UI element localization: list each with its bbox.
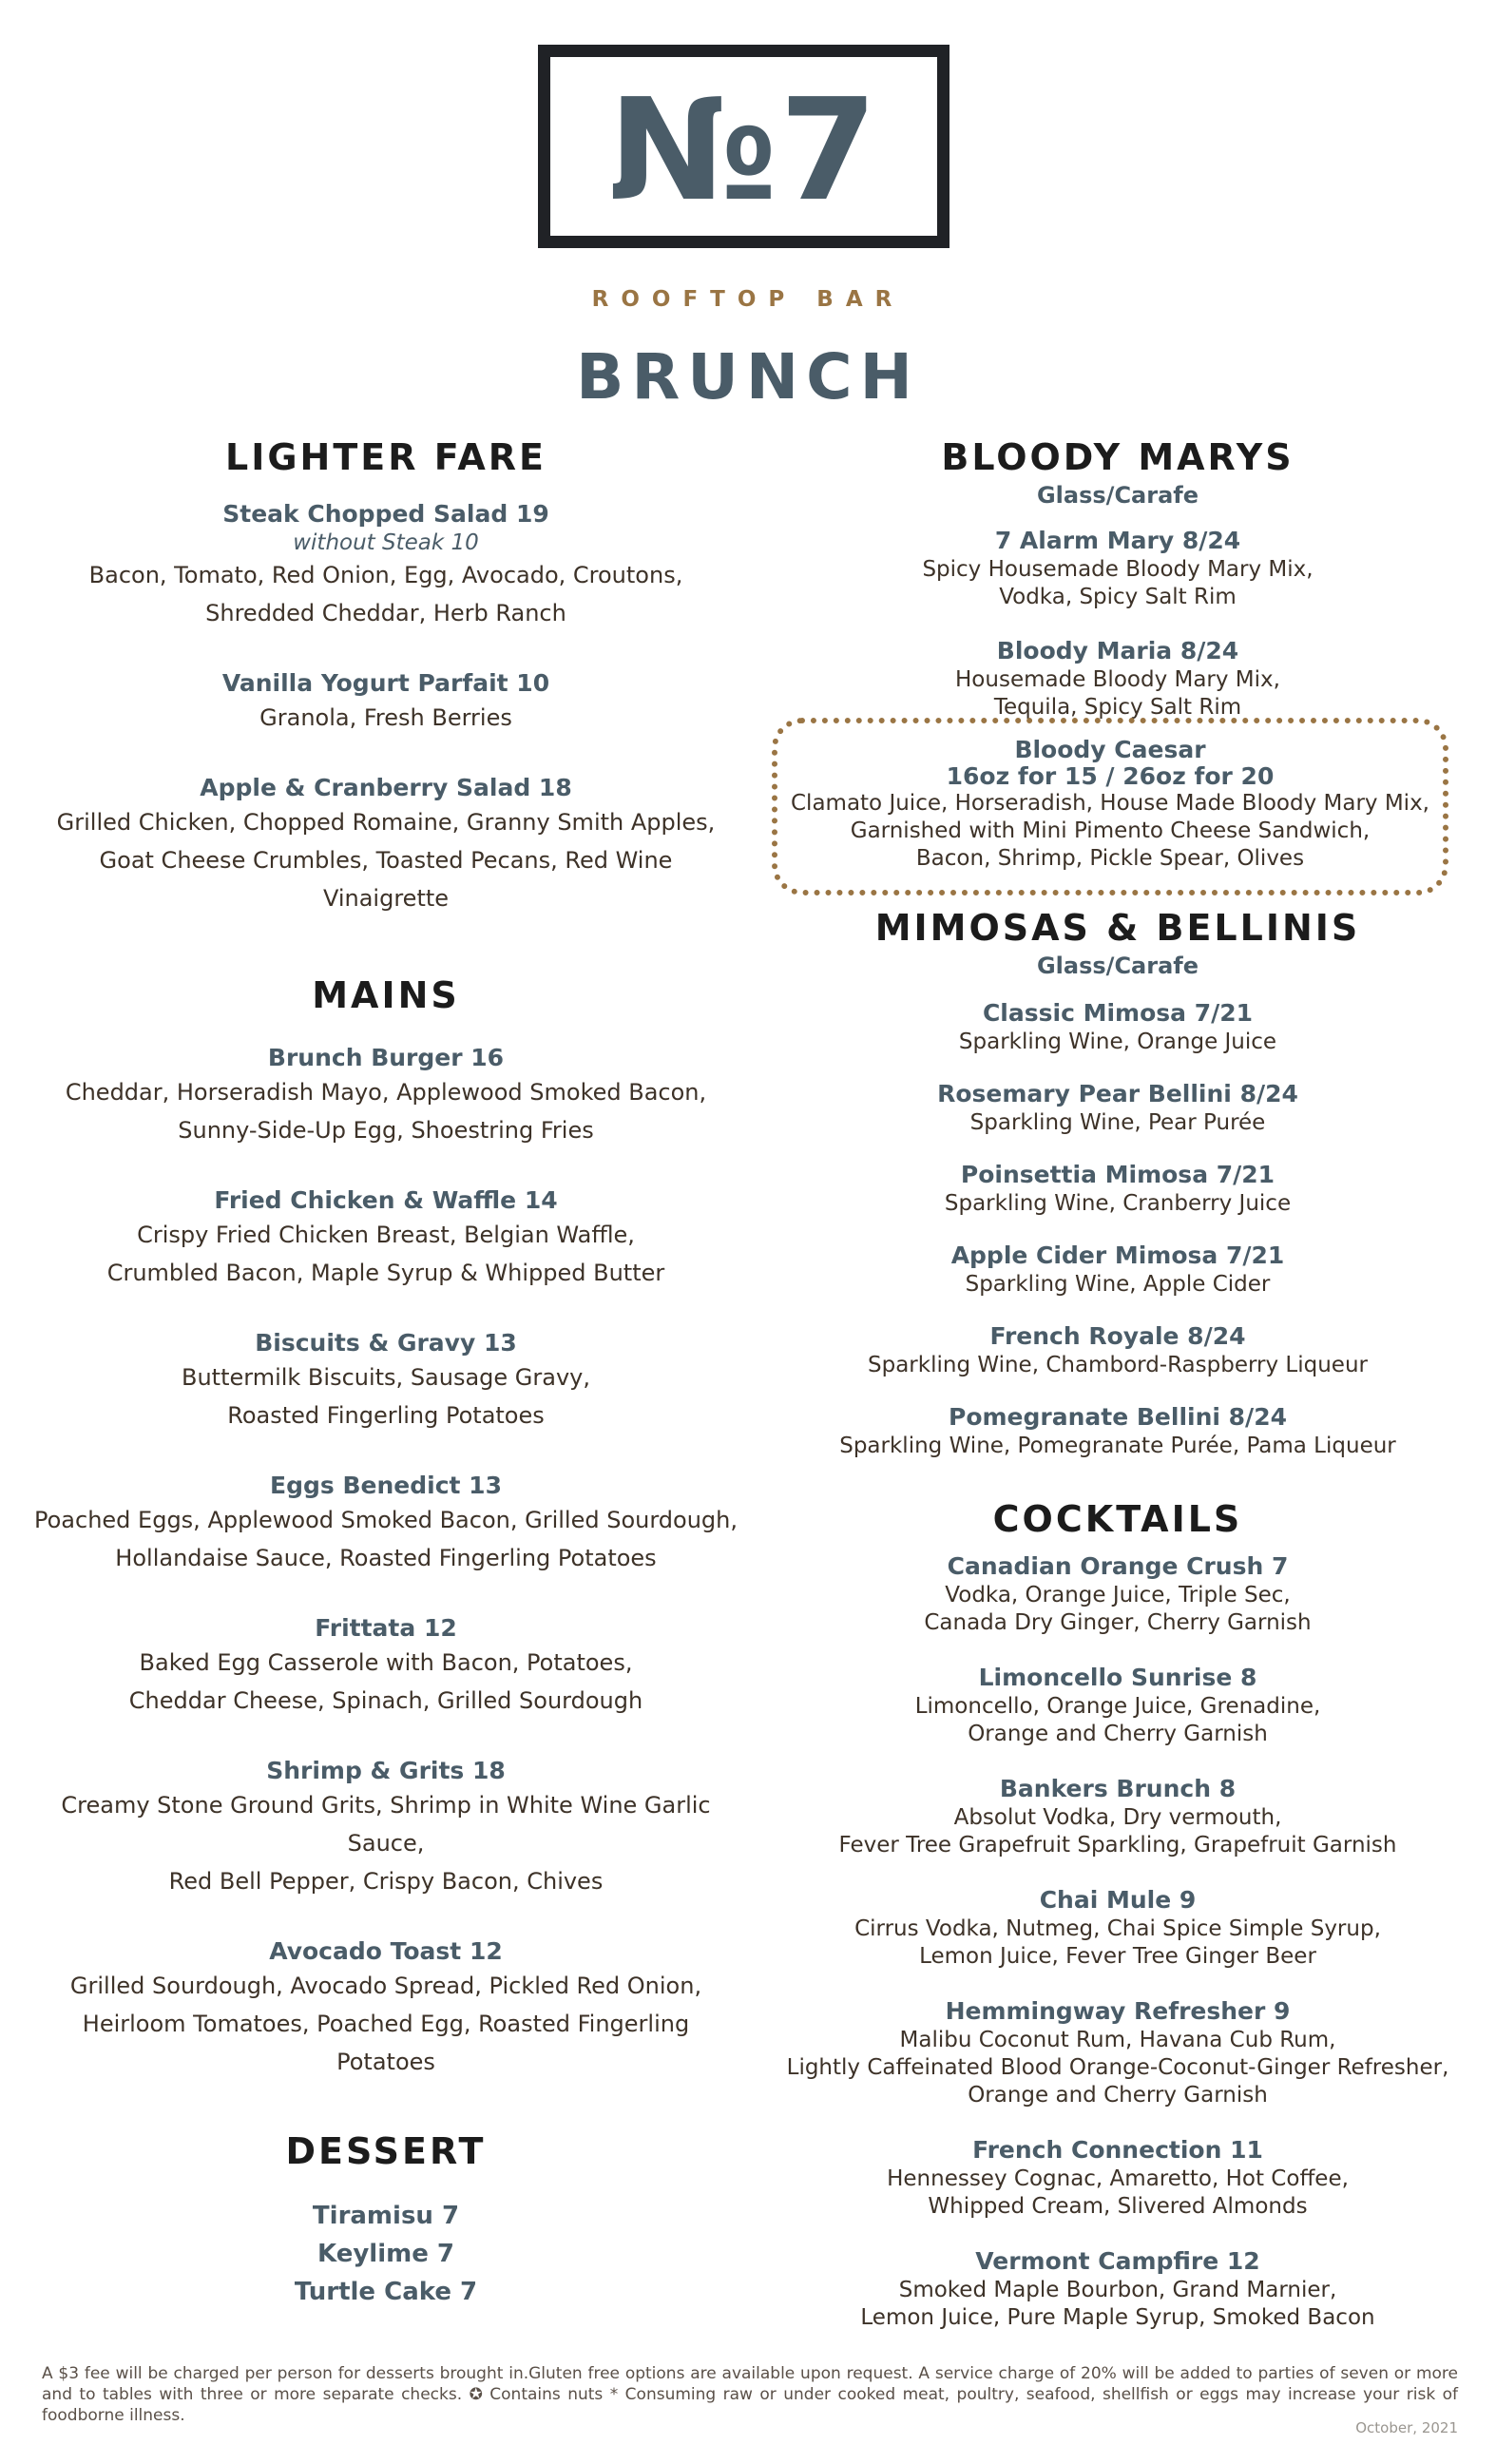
item-name: Rosemary Pear Bellini 8/24 <box>937 1080 1298 1107</box>
menu-item <box>768 1402 1467 1460</box>
menu-item <box>34 1185 738 1292</box>
item-desc: Clamato Juice, Horseradish, House Made Bloody Mary Mix, <box>791 791 1429 816</box>
item-name: Eggs Benedict 13 <box>270 1472 502 1499</box>
item-name: 7 Alarm Mary 8/24 <box>994 527 1241 554</box>
menu-title: BRUNCH <box>576 340 920 414</box>
dessert-item: Tiramisu 7 <box>312 2202 460 2230</box>
bloody-marys-title: BLOODY MARYS <box>941 436 1295 478</box>
menu-item <box>768 526 1467 611</box>
menu-item <box>768 1321 1467 1379</box>
menu-item <box>768 1551 1467 1637</box>
item-desc: Sparkling Wine, Cranberry Juice <box>944 1191 1292 1216</box>
mimosas-subtitle: Glass/Carafe <box>1036 953 1199 979</box>
item-name: Frittata 12 <box>315 1614 457 1642</box>
item-desc: Sparkling Wine, Pomegranate Purée, Pama Liqueur <box>839 1434 1396 1458</box>
menu-item <box>768 1885 1467 1971</box>
menu-date: October, 2021 <box>1355 2419 1458 2436</box>
item-desc: Garnished with Mini Pimento Cheese Sandwich, <box>850 818 1371 843</box>
item-desc: Smoked Maple Bourbon, Grand Marnier, <box>898 2278 1337 2302</box>
item-name: Biscuits & Gravy 13 <box>255 1329 517 1357</box>
item-desc: Hennessey Cognac, Amaretto, Hot Coffee, <box>887 2166 1349 2191</box>
item-desc: Shredded Cheddar, Herb Ranch <box>205 600 566 626</box>
item-name: Chai Mule 9 <box>1039 1886 1197 1914</box>
menu-item <box>34 1328 738 1434</box>
item-desc: Housemade Bloody Mary Mix, <box>955 667 1280 692</box>
item-name: Fried Chicken & Waffle 14 <box>214 1186 558 1214</box>
menu-item <box>768 1663 1467 1748</box>
menu-item <box>34 1756 738 1900</box>
item-desc: Lightly Caffeinated Blood Orange-Coconut-Ginger Refresher, <box>786 2055 1449 2080</box>
mains-title: MAINS <box>312 974 460 1016</box>
left-column <box>34 433 738 2311</box>
bloody-marys-section <box>768 433 1467 895</box>
item-desc: Cirrus Vodka, Nutmeg, Chai Spice Simple Syrup, <box>854 1916 1381 1941</box>
item-name: Vanilla Yogurt Parfait 10 <box>221 669 550 697</box>
menu-item <box>34 499 738 632</box>
item-desc: Sparkling Wine, Apple Cider <box>965 1272 1271 1297</box>
menu-item <box>768 1774 1467 1859</box>
mains-section <box>34 971 738 2081</box>
item-name: Pomegranate Bellini 8/24 <box>949 1403 1287 1431</box>
item-desc: Canada Dry Ginger, Cherry Garnish <box>924 1610 1312 1635</box>
right-column <box>768 433 1467 2332</box>
item-name: French Connection 11 <box>972 2136 1263 2164</box>
item-desc: Limoncello, Orange Juice, Grenadine, <box>914 1694 1321 1719</box>
lighter-fare-title: LIGHTER FARE <box>225 436 547 478</box>
logo-text: №7 <box>607 68 880 232</box>
item-name: Bloody Maria 8/24 <box>996 637 1239 664</box>
menu-item <box>768 1241 1467 1299</box>
bloody-marys-subtitle: Glass/Carafe <box>1036 482 1199 509</box>
item-desc: Baked Egg Casserole with Bacon, Potatoes, <box>139 1649 633 1676</box>
menu-item <box>768 1160 1467 1218</box>
item-desc: Whipped Cream, Slivered Almonds <box>928 2194 1308 2219</box>
item-name: Apple Cider Mimosa 7/21 <box>950 1242 1285 1269</box>
item-desc: Orange and Cherry Garnish <box>968 2083 1268 2108</box>
item-desc: Cheddar Cheese, Spinach, Grilled Sourdough <box>128 1687 643 1714</box>
item-desc: Cheddar, Horseradish Mayo, Applewood Smoked Bacon, <box>65 1079 707 1106</box>
item-name: Poinsettia Mimosa 7/21 <box>960 1161 1275 1188</box>
item-desc: Crispy Fried Chicken Breast, Belgian Waffle, <box>137 1222 635 1248</box>
item-desc: Sparkling Wine, Pear Purée <box>969 1110 1266 1135</box>
dessert-title: DESSERT <box>285 2130 487 2172</box>
mimosas-section <box>768 903 1467 1460</box>
item-desc: Roasted Fingerling Potatoes <box>227 1402 545 1429</box>
item-desc: Poached Eggs, Applewood Smoked Bacon, Grilled Sourdough, <box>34 1507 738 1533</box>
item-name: Bloody Caesar <box>1014 736 1206 763</box>
dessert-item: Keylime 7 <box>317 2240 454 2268</box>
menu-item <box>34 1936 738 2081</box>
footer-disclaimer: A $3 fee will be charged per person for desserts brought in.Gluten free options are available upon request. A service charge of 20% will be added to parties of seven or more and to tables with three or more separate checks. ✪ Contains nuts * Consuming raw or under cooked meat, poultry, seafood, shellfish or eggs may increase your risk of foodborne illness. <box>42 2364 1458 2425</box>
item-desc: Fever Tree Grapefruit Sparkling, Grapefruit Garnish <box>838 1833 1397 1858</box>
item-desc: Vodka, Orange Juice, Triple Sec, <box>945 1583 1291 1607</box>
item-desc: Bacon, Tomato, Red Onion, Egg, Avocado, Croutons, <box>88 562 683 588</box>
dessert-section <box>34 2127 738 2311</box>
item-desc: Spicy Housemade Bloody Mary Mix, <box>922 557 1314 582</box>
item-desc: Malibu Coconut Rum, Havana Cub Rum, <box>899 2028 1336 2052</box>
item-desc: Crumbled Bacon, Maple Syrup & Whipped Butter <box>106 1260 665 1286</box>
item-name: Hemmingway Refresher 9 <box>945 1997 1291 2025</box>
item-desc: Lemon Juice, Fever Tree Ginger Beer <box>919 1944 1316 1969</box>
rooftop-bar-label: ROOFTOP BAR <box>591 287 905 312</box>
menu-item <box>768 2246 1467 2332</box>
item-desc: Grilled Sourdough, Avocado Spread, Pickled Red Onion, <box>69 1973 702 1999</box>
lighter-fare-section <box>34 433 738 917</box>
item-name: Vermont Campfire 12 <box>975 2247 1260 2275</box>
item-name: French Royale 8/24 <box>989 1322 1246 1350</box>
item-desc: Goat Cheese Crumbles, Toasted Pecans, Red Wine Vinaigrette <box>99 847 673 912</box>
item-desc: Absolut Vodka, Dry vermouth, <box>953 1805 1282 1830</box>
item-desc: Vodka, Spicy Salt Rim <box>999 585 1237 609</box>
item-desc: Sparkling Wine, Orange Juice <box>958 1030 1277 1054</box>
item-note: without Steak 10 <box>293 530 479 555</box>
menu-item <box>34 773 738 917</box>
item-name: Canadian Orange Crush 7 <box>947 1552 1289 1580</box>
item-desc: Orange and Cherry Garnish <box>968 1722 1268 1746</box>
item-desc: Grilled Chicken, Chopped Romaine, Granny Smith Apples, <box>56 809 716 836</box>
item-desc: Sparkling Wine, Chambord-Raspberry Liqueur <box>868 1353 1368 1377</box>
item-desc: Heirloom Tomatoes, Poached Egg, Roasted Fingerling Potatoes <box>82 2011 690 2075</box>
item-name: Limoncello Sunrise 8 <box>978 1664 1257 1691</box>
menu-item <box>34 1471 738 1577</box>
item-name: Steak Chopped Salad 19 <box>222 500 549 528</box>
dessert-item: Turtle Cake 7 <box>294 2278 478 2306</box>
menu-item <box>768 998 1467 1056</box>
cocktails-section <box>768 1494 1467 2332</box>
item-desc: Sunny-Side-Up Egg, Shoestring Fries <box>178 1117 594 1144</box>
item-desc: Bacon, Shrimp, Pickle Spear, Olives <box>915 846 1305 871</box>
menu-item <box>768 636 1467 722</box>
item-name: Classic Mimosa 7/21 <box>982 999 1254 1027</box>
item-name: Apple & Cranberry Salad 18 <box>200 774 572 801</box>
item-desc: Granola, Fresh Berries <box>259 704 512 731</box>
mimosas-title: MIMOSAS & BELLINIS <box>874 907 1361 949</box>
item-name: Avocado Toast 12 <box>269 1937 503 1965</box>
item-name: Bankers Brunch 8 <box>999 1775 1237 1802</box>
item-desc: Hollandaise Sauce, Roasted Fingerling Potatoes <box>115 1545 657 1571</box>
item-name: Brunch Burger 16 <box>267 1044 505 1071</box>
item-desc: Red Bell Pepper, Crispy Bacon, Chives <box>168 1868 604 1895</box>
item-desc: Creamy Stone Ground Grits, Shrimp in White Wine Garlic Sauce, <box>61 1792 711 1857</box>
menu-item <box>34 1043 738 1149</box>
menu-item <box>34 1613 738 1720</box>
menu-item <box>768 1996 1467 2109</box>
cocktails-title: COCKTAILS <box>992 1498 1243 1540</box>
menu-item <box>34 668 738 737</box>
item-name: Shrimp & Grits 18 <box>266 1757 506 1784</box>
item-desc: Lemon Juice, Pure Maple Syrup, Smoked Bacon <box>860 2305 1375 2330</box>
item-price: 16oz for 15 / 26oz for 20 <box>946 762 1275 790</box>
item-desc: Buttermilk Biscuits, Sausage Gravy, <box>181 1364 591 1391</box>
menu-item <box>768 2135 1467 2221</box>
menu-item <box>768 1079 1467 1137</box>
featured-bloody-caesar-box <box>772 718 1448 895</box>
item-desc: Tequila, Spicy Salt Rim <box>993 695 1242 720</box>
logo-box <box>538 45 949 248</box>
